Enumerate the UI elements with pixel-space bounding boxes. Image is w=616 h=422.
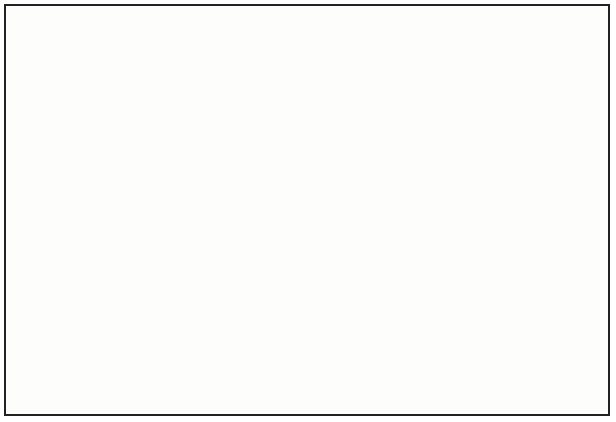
notice-title	[6, 12, 608, 32]
notice-body	[16, 38, 598, 368]
notice-frame	[4, 4, 610, 416]
notice-footer	[16, 370, 598, 406]
